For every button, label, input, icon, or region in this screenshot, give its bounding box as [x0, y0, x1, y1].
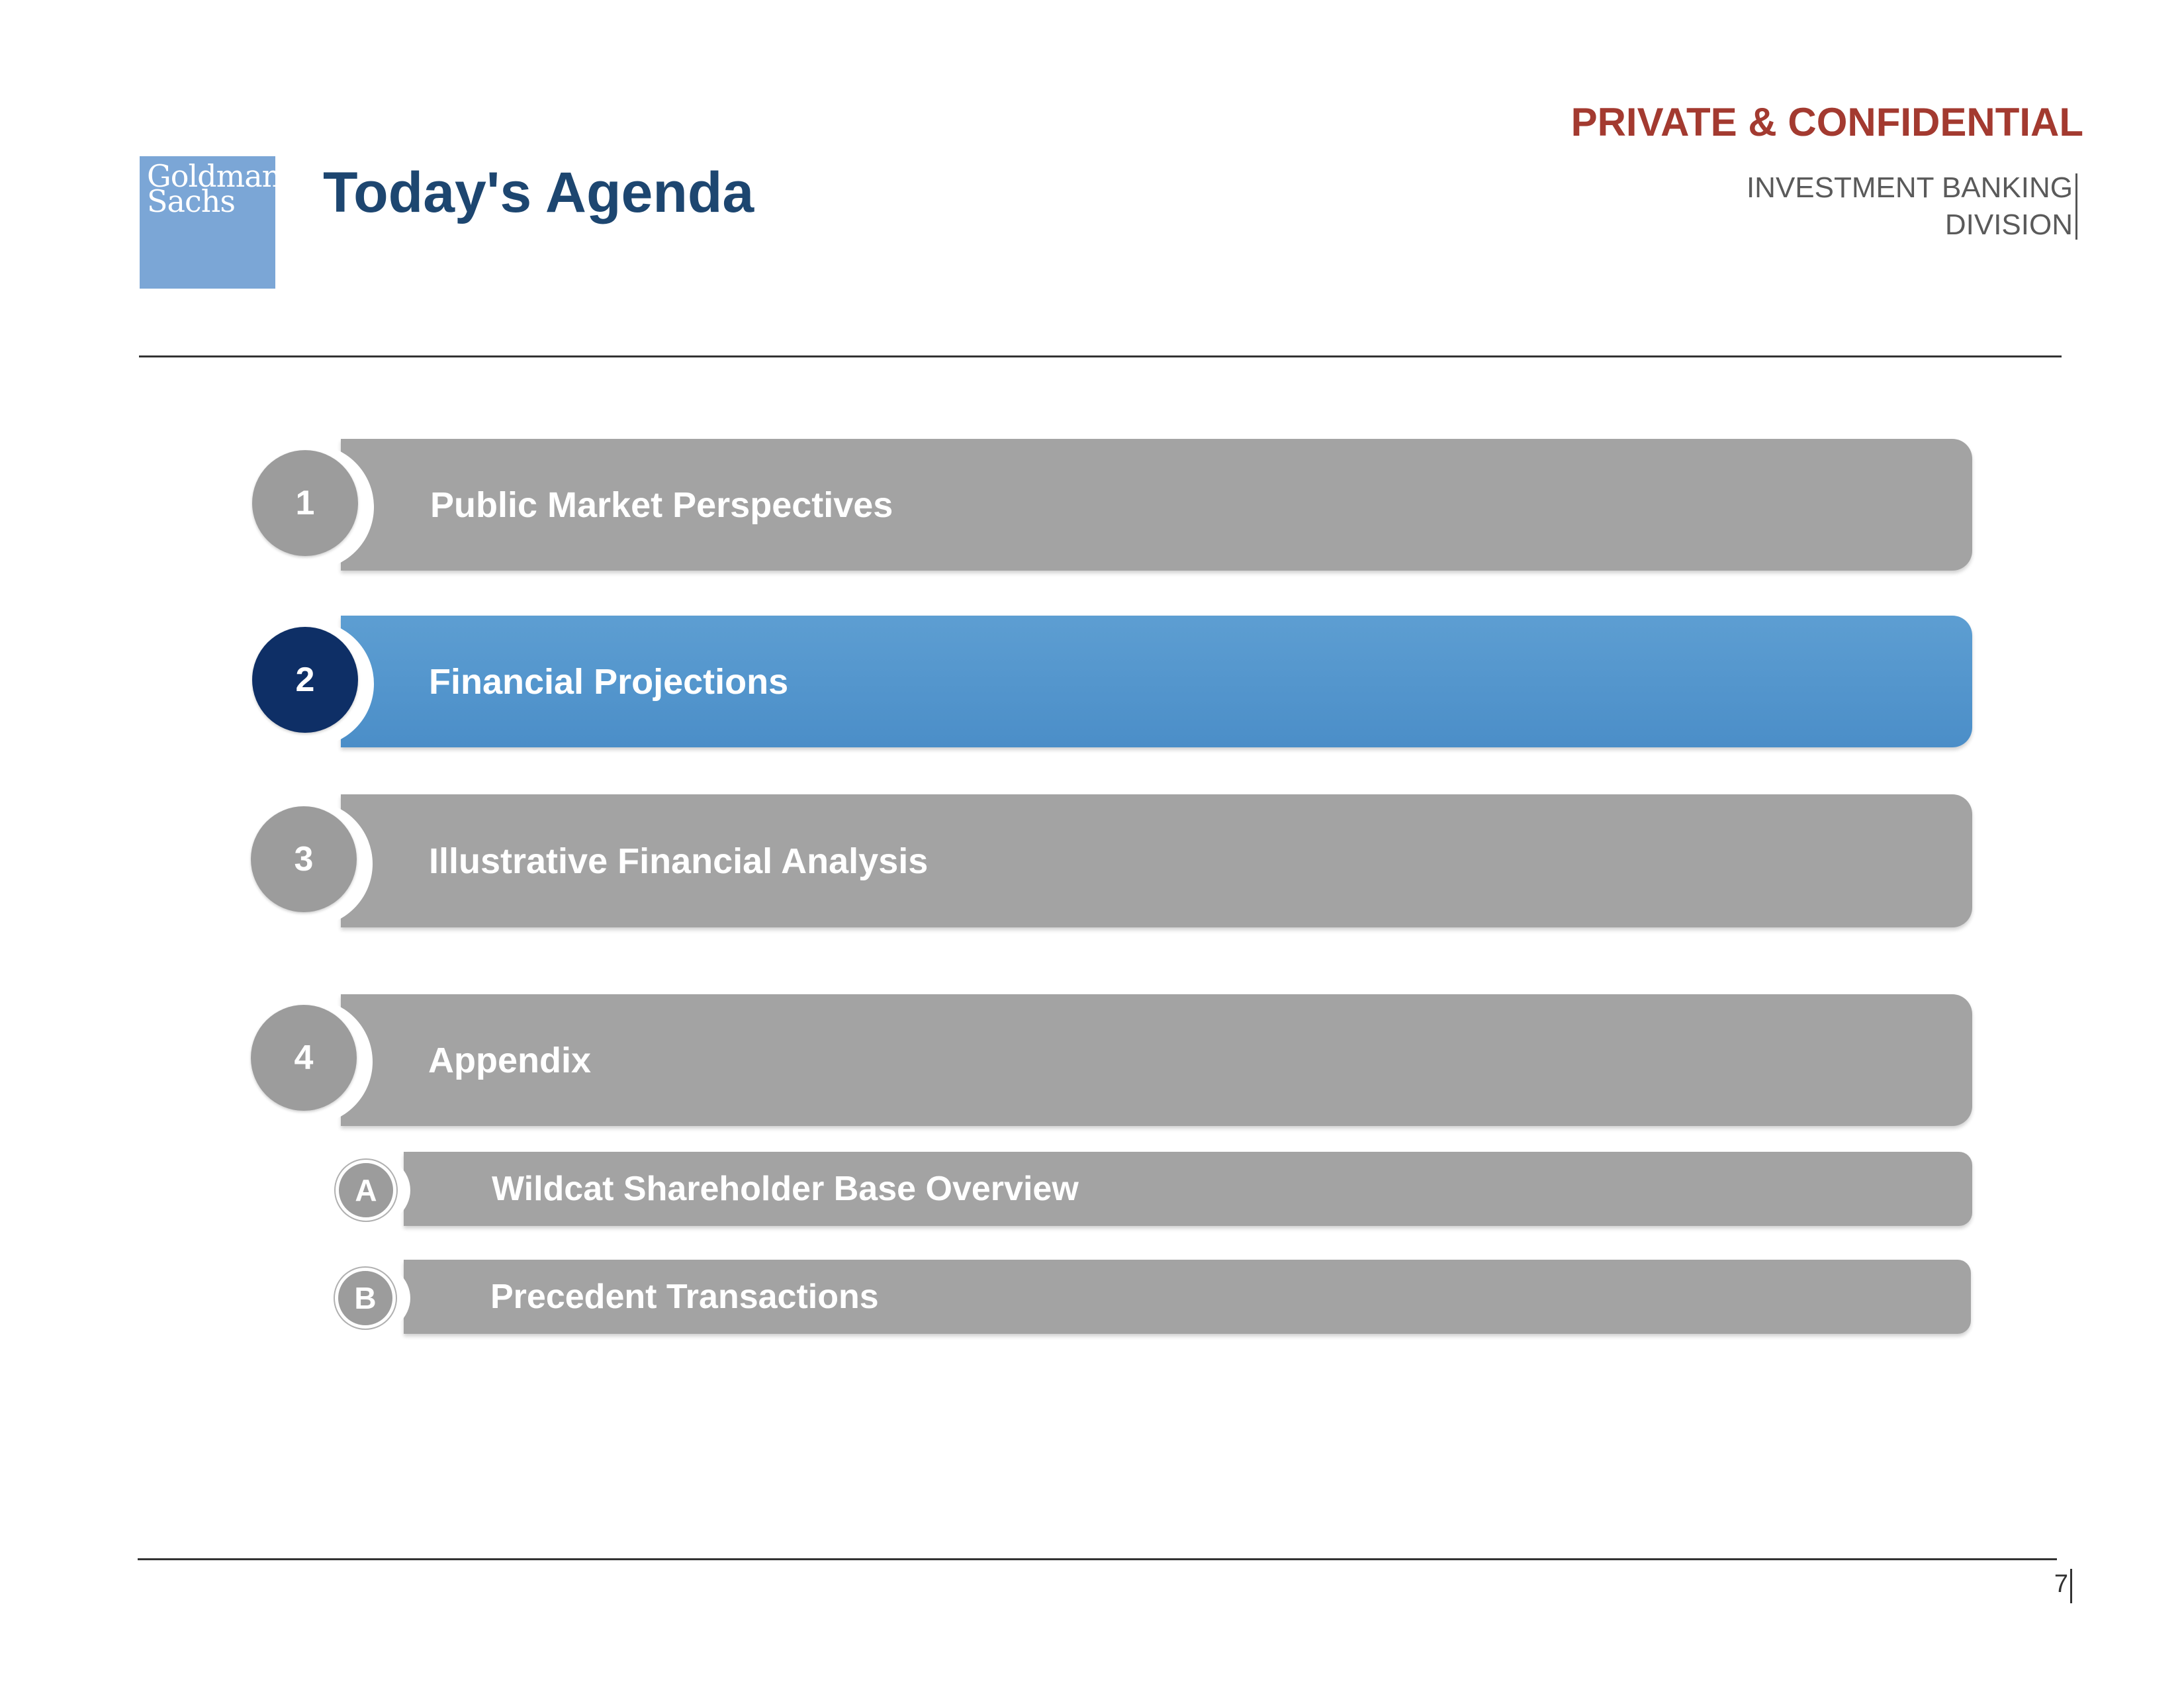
agenda-item-3-number: 3 — [251, 806, 357, 912]
page-title: Today's Agenda — [323, 161, 754, 224]
agenda-item-1-label: Public Market Perspectives — [430, 485, 893, 525]
header-divider — [139, 355, 2062, 357]
agenda-subitem-a-label: Wildcat Shareholder Base Overview — [492, 1170, 1079, 1208]
division-line1: INVESTMENT BANKING — [1746, 171, 2073, 204]
agenda-item-1-number: 1 — [252, 450, 358, 556]
agenda-subitem-a-letter: A — [336, 1160, 396, 1221]
agenda-item-3-bar[interactable] — [341, 794, 1972, 927]
division-label — [1747, 169, 2073, 244]
agenda-item-2-number: 2 — [252, 627, 358, 733]
agenda-item-2-label: Financial Projections — [429, 661, 789, 702]
goldman-sachs-logo — [140, 156, 281, 289]
page-number: 7 — [2054, 1570, 2068, 1598]
agenda-subitem-b-label: Precedent Transactions — [490, 1278, 879, 1316]
agenda-subitem-b-bar[interactable] — [404, 1260, 1971, 1334]
division-divider — [2075, 173, 2077, 240]
page-number-divider — [2070, 1569, 2072, 1603]
agenda-item-4-number: 4 — [251, 1005, 357, 1111]
agenda-item-4-bar[interactable] — [341, 994, 1972, 1126]
footer-divider — [138, 1558, 2057, 1560]
logo-text-line2: Sachs — [147, 183, 235, 219]
agenda-item-1-bar[interactable] — [341, 439, 1972, 571]
agenda-subitem-a-bar[interactable] — [404, 1152, 1972, 1226]
agenda-subitem-b-letter: B — [335, 1268, 396, 1329]
division-line2: DIVISION — [1944, 209, 2073, 241]
agenda-item-4-label: Appendix — [428, 1040, 592, 1080]
logo-text-line1: Goldman — [147, 158, 281, 194]
confidential-label: PRIVATE & CONFIDENTIAL — [1570, 100, 2083, 144]
agenda-item-2-bar[interactable] — [341, 616, 1972, 747]
agenda-item-3-label: Illustrative Financial Analysis — [429, 841, 929, 881]
